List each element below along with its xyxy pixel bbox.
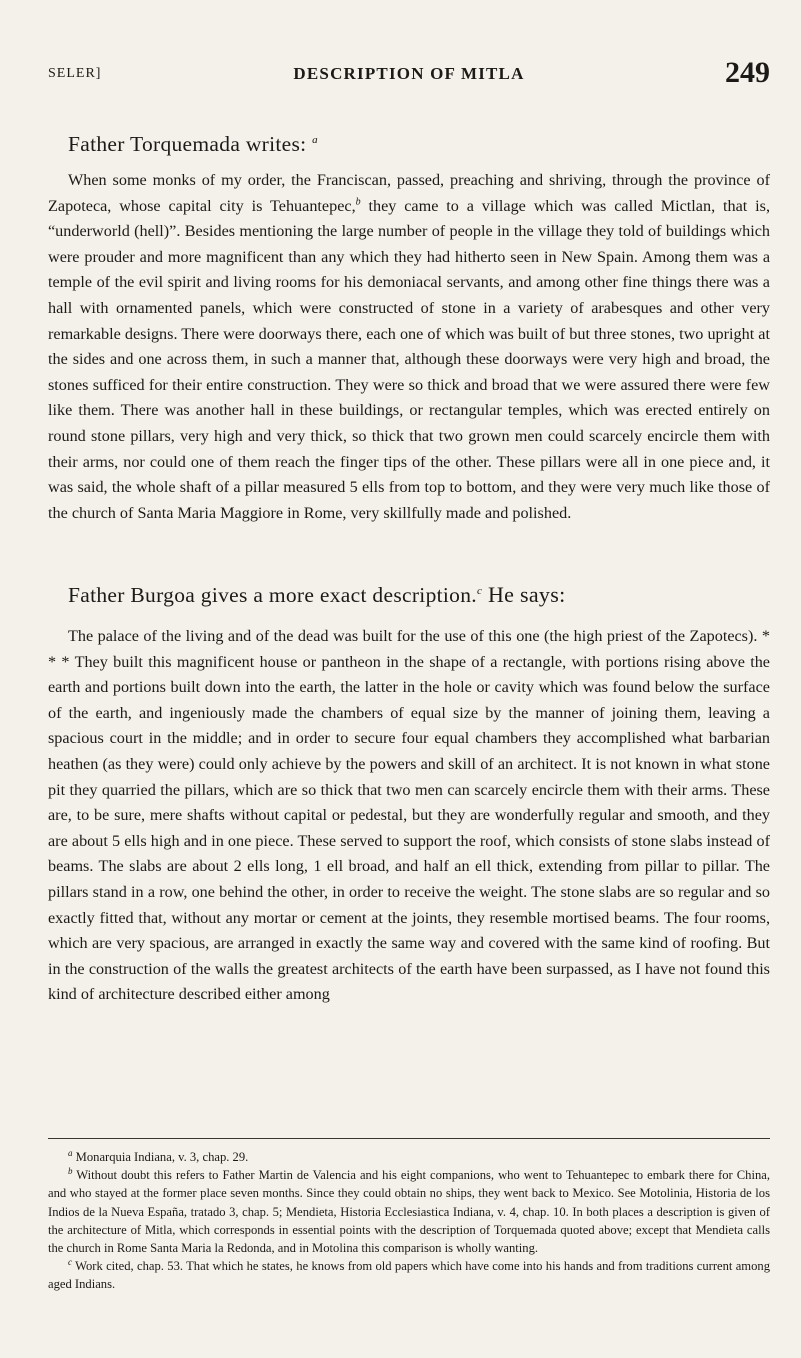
footnote-text: Without doubt this refers to Father Martin de Valencia and his eight companions, who went to Tehuantepec to embark there for China, and who stayed at the former place seven months. Since they could obtain no ships, they went back to Mexico. See Motolinia, Historia de los Indios de la Nueva España, tratado 3, chap. 5; Mendieta, Historia Ecclesiastica Indiana, v. 4, chap. 10. In both places a description is given of the architecture of Mitla, which corresponds in essential points with the description of Torquemada quoted above; except that Mendieta calls the church in Rome Santa Maria la Redonda, and in Motolina this comparison is wholly wanting. — [48, 1168, 770, 1256]
section-heading-burgoa — [68, 582, 566, 608]
section-heading-text: Father Burgoa gives a more exact description. — [68, 583, 477, 607]
running-head — [48, 56, 770, 96]
chapter-running-title: DESCRIPTION OF MITLA — [293, 64, 525, 83]
paragraph-burgoa-quote: The palace of the living and of the dead was built for the use of this one (the high priest of the Zapotecs). * * * They built this magnificent house or pantheon in the shape of a rectangle, with portions rising above the earth and portions built down into the earth, the latter in the hole or cavity which was found below the surface of the earth, and ingeniously made the chambers of equal size by the manner of joining them, leaving a spacious court in the middle; and in order to secure four equal chambers they accomplished what barbarian heathen (as they were) could only achieve by the powers and skill of an architect. It is not known in what stone pit they quarried the pillars, which are so thick that two men can scarcely encircle them with their arms. These are, to be sure, mere shafts without capital or pedestal, but they are wonderfully regular and smooth, and they are about 5 ells high and in one piece. These served to support the roof, which consists of stone slabs instead of beams. The slabs are about 2 ells long, 1 ell broad, and half an ell thick, extending from pillar to pillar. The pillars stand in a row, one behind the other, in order to receive the weight. The stone slabs are so regular and so exactly fitted that, without any mortar or cement at the joints, they resemble mortised beams. The four rooms, which are very spacious, are arranged in exactly the same way and covered with the same kind of roofing. But in the construction of the walls the greatest architects of the earth have been surpassed, as I have not found this kind of architecture described either among — [48, 627, 770, 1004]
footnote-marker: c — [68, 1257, 72, 1268]
author-running-head: SELER] — [48, 66, 102, 81]
section-heading-torquemada — [68, 132, 318, 157]
footnote-text: Monarquia Indiana, v. 3, chap. 29. — [72, 1150, 249, 1164]
paragraph-text: When some monks of my order, the Franciscan, passed, preaching and shriving, through the province of Zapoteca, whose capital city is Tehuantepec, — [48, 171, 770, 215]
footnote-ref-b: b — [355, 196, 361, 208]
paragraph-text-cont: they came to a village which was called Mictlan, that is, “underworld (hell)”. Besides mentioning the large number of people in the village they told of buildings which were prouder and more magnificent than any which they had hitherto seen in New Spain. Among them was a temple of the evil spirit and living rooms for his demoniacal servants, and among other fine things there was a hall with ornamented panels, which were constructed of stone in a variety of arabesques and other very remarkable designs. There were doorways there, each one of which was built of but three stones, two upright at the sides and one across them, in such a manner that, although these doorways were very high and broad, the stones sufficed for their entire construction. They were so thick and broad that we were assured there were few like them. There was another hall in these buildings, or rectangular temples, which was erected entirely on round stone pillars, very high and very thick, so thick that two grown men could scarcely encircle them with their arms, nor could one of them reach the finger tips of the other. These pillars were all in one piece and, it was said, the whole shaft of a pillar measured 5 ells from top to bottom, and they were very much like those of the church of Santa Maria Maggiore in Rome, very skillfully made and polished. — [48, 196, 770, 522]
footnote-b — [48, 1166, 770, 1257]
footnote-text: Work cited, chap. 53. That which he states, he knows from old papers which have come into his hands and from traditions current among aged Indians. — [48, 1259, 770, 1292]
footnote-c — [48, 1257, 770, 1293]
page-number: 249 — [725, 56, 770, 89]
section-heading-tail: He says: — [482, 582, 566, 607]
footnote-ref-a: a — [312, 133, 318, 146]
footnote-a — [48, 1148, 770, 1166]
footnotes — [48, 1148, 770, 1294]
footnote-marker: b — [68, 1166, 73, 1177]
section-heading-text: Father Torquemada writes: — [68, 132, 307, 156]
footnote-marker: a — [68, 1147, 73, 1158]
footnote-ref-c: c — [476, 584, 483, 597]
footnote-divider — [48, 1138, 770, 1139]
paragraph-torquemada-quote — [48, 168, 770, 526]
